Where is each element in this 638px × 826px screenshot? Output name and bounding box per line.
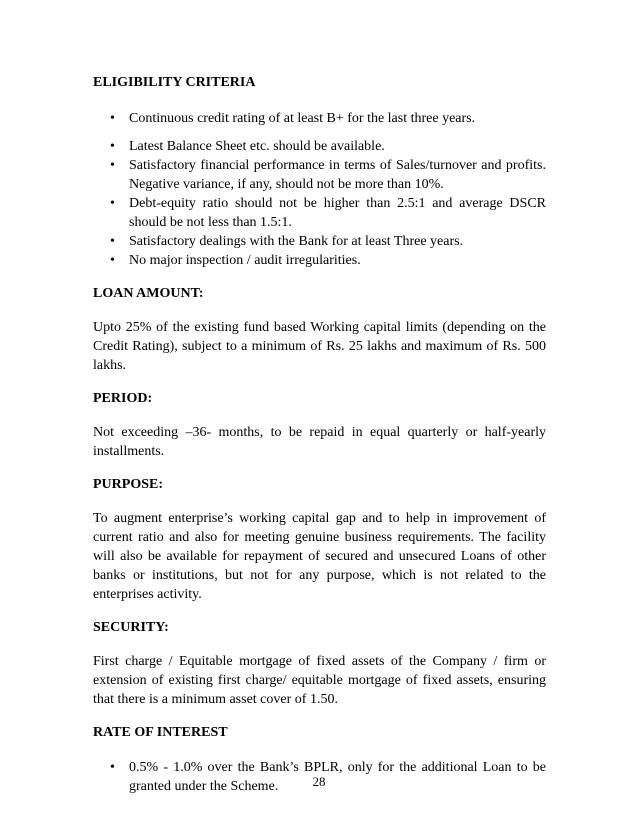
period-heading: PERIOD: (93, 391, 153, 406)
eligibility-item: • Debt-equity ratio should not be higher than 2.5:1 and average DSCR should be not less than 1.5:1. (110, 196, 546, 230)
period-text: Not exceeding –36- months, to be repaid in equal quarterly or half-yearly installments. (93, 425, 546, 459)
bullet-icon: • (110, 111, 115, 126)
bullet-icon: • (110, 234, 115, 249)
rate-of-interest-item: • 0.5% - 1.0% over the Bank’s BPLR, only for the additional Loan to be granted under the Scheme. (110, 760, 546, 794)
bullet-icon: • (110, 253, 115, 268)
eligibility-item: • Satisfactory dealings with the Bank for at least Three years. (110, 234, 464, 249)
loan-amount-heading: LOAN AMOUNT: (93, 286, 204, 301)
bullet-icon: • (110, 760, 115, 775)
bullet-icon: • (110, 139, 115, 154)
security-heading: SECURITY: (93, 620, 169, 635)
purpose-heading: PURPOSE: (93, 477, 163, 492)
eligibility-item: • Latest Balance Sheet etc. should be available. (110, 139, 385, 154)
bullet-icon: • (110, 196, 115, 211)
purpose-text: To augment enterprise’s working capital gap and to help in improvement of current ratio and also for meeting genuine business requirements. The facility will also be available for repayment of secured and unsecured Loans of other banks or institutions, but not for any purpose, which is not related to the enterprises activity. (93, 511, 546, 602)
eligibility-list (93, 109, 546, 270)
bullet-icon: • (110, 158, 115, 173)
document-page (93, 74, 546, 796)
eligibility-item: • No major inspection / audit irregularities. (110, 253, 361, 268)
rate-of-interest-heading: RATE OF INTEREST (93, 725, 228, 740)
loan-amount-text: Upto 25% of the existing fund based Working capital limits (depending on the Credit Rating), subject to a minimum of Rs. 25 lakhs and maximum of Rs. 500 lakhs. (93, 320, 546, 373)
page-number: 28 (312, 774, 326, 789)
eligibility-item: • Satisfactory financial performance in terms of Sales/turnover and profits. Negative variance, if any, should not be more than 10%. (110, 158, 546, 192)
eligibility-heading: ELIGIBILITY CRITERIA (93, 75, 256, 90)
eligibility-item: • Continuous credit rating of at least B+ for the last three years. (110, 111, 476, 126)
security-text: First charge / Equitable mortgage of fixed assets of the Company / firm or extension of existing first charge/ equitable mortgage of fixed assets, ensuring that there is a minimum asset cover of 1.50. (93, 654, 546, 707)
